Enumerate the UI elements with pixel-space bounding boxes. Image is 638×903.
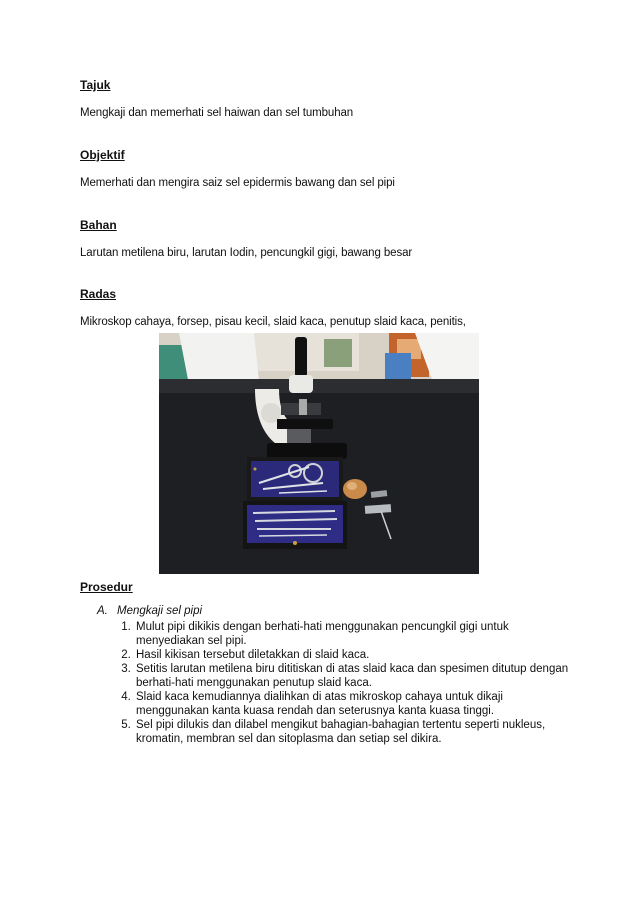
step-item: 3. Setitis larutan metilena biru dititiskan di atas slaid kaca dan spesimen ditutup dengan berhati-hati menggunakan penutup slaid kaca. bbox=[134, 662, 577, 690]
step-item: 5. Sel pipi dilukis dan dilabel mengikut bahagian-bahagian tertentu seperti nukleus, kromatin, membran sel dan sitoplasma dan setiap sel dikira. bbox=[134, 718, 577, 746]
procedure-section bbox=[80, 580, 580, 594]
subsection-label: Mengkaji sel pipi bbox=[117, 605, 203, 617]
step-item: 4. Slaid kaca kemudiannya dialihkan di atas mikroskop cahaya untuk dikaji menggunakan kanta kuasa rendah dan seterusnya kanta kuasa tinggi. bbox=[134, 690, 577, 718]
section-heading: Tajuk bbox=[80, 78, 111, 92]
procedure-sublist bbox=[97, 604, 577, 746]
section-heading: Objektif bbox=[80, 148, 125, 162]
step-item: 1. Mulut pipi dikikis dengan berhati-hati menggunakan pencungkil gigi untuk menyediakan sel pipi. bbox=[134, 620, 577, 648]
section-heading: Bahan bbox=[80, 218, 117, 232]
section-body: Memerhati dan mengira saiz sel epidermis bawang dan sel pipi bbox=[80, 177, 395, 189]
section-radas bbox=[80, 287, 580, 329]
section-tajuk bbox=[80, 78, 580, 120]
section-body: Mikroskop cahaya, forsep, pisau kecil, slaid kaca, penutup slaid kaca, penitis, bbox=[80, 316, 466, 328]
section-bahan bbox=[80, 218, 580, 260]
section-body: Mengkaji dan memerhati sel haiwan dan sel tumbuhan bbox=[80, 107, 354, 119]
subsection-letter: A. bbox=[97, 605, 108, 617]
apparatus-photo bbox=[159, 333, 479, 574]
section-heading: Radas bbox=[80, 287, 117, 301]
section-body: Larutan metilena biru, larutan Iodin, pencungkil gigi, bawang besar bbox=[80, 247, 413, 259]
procedure-heading: Prosedur bbox=[80, 580, 133, 594]
section-objektif bbox=[80, 148, 580, 190]
step-item: 2. Hasil kikisan tersebut diletakkan di slaid kaca. bbox=[134, 648, 577, 662]
step-list bbox=[97, 620, 577, 746]
subsection-title bbox=[97, 604, 577, 618]
